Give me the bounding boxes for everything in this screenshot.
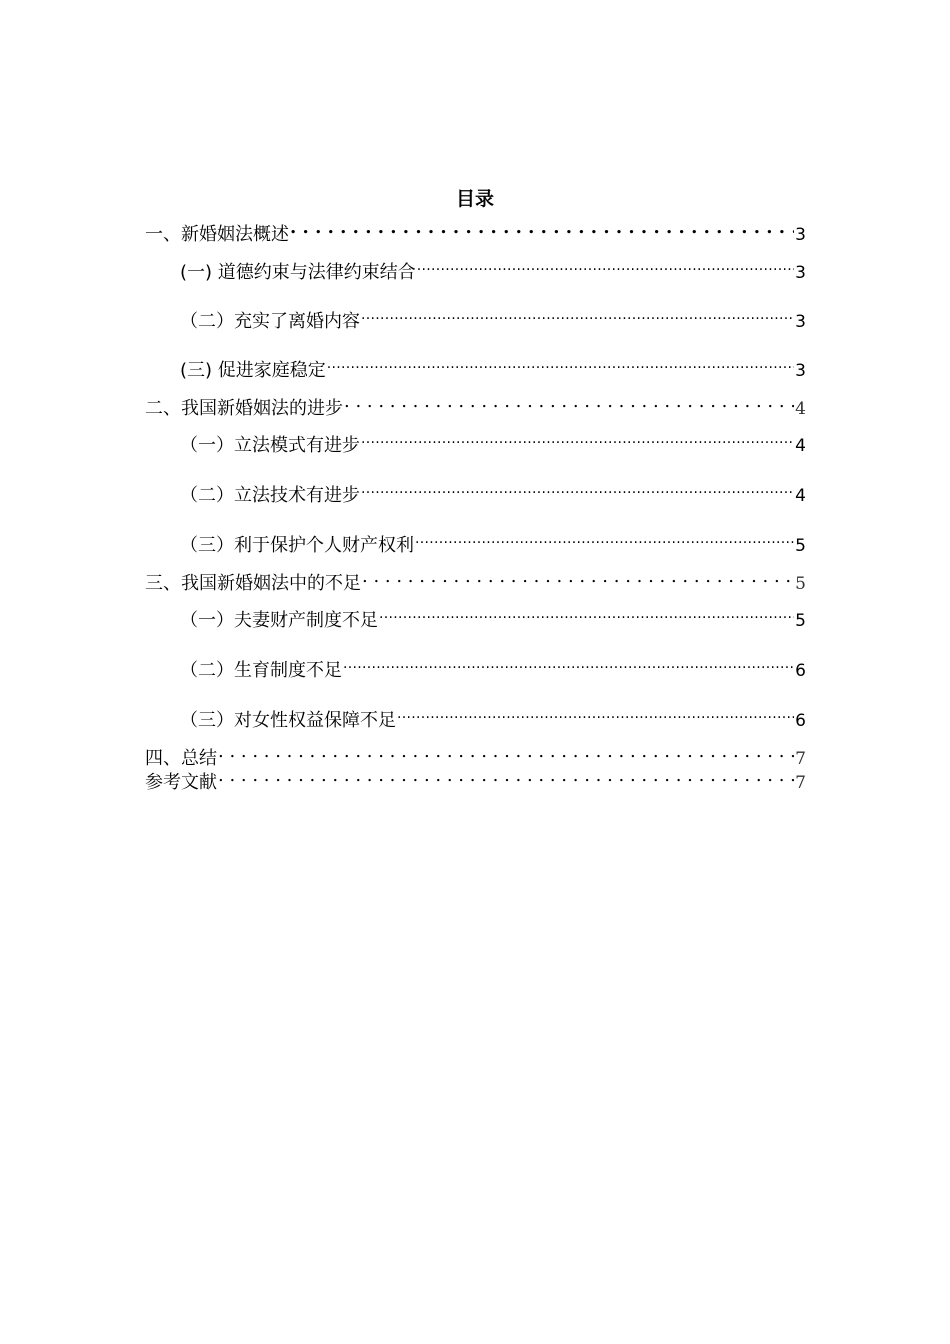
- toc-entry-page: 5: [795, 574, 806, 594]
- toc-entry-page: 3: [795, 361, 806, 381]
- toc-entry-page: 6: [795, 711, 806, 731]
- dot-leader: [361, 477, 794, 501]
- toc-entry-level1[interactable]: [145, 565, 806, 594]
- toc-entry-level2[interactable]: [180, 652, 806, 681]
- toc-entry-level2[interactable]: [180, 352, 806, 381]
- toc-entry-level2[interactable]: [180, 303, 806, 332]
- dot-leader: [361, 427, 794, 451]
- dot-leader: [344, 390, 794, 414]
- toc-entry-label: （一）夫妻财产制度不足: [180, 610, 378, 631]
- dot-leader: [362, 565, 794, 589]
- toc-entry-level2[interactable]: [180, 477, 806, 506]
- toc-entry-level1[interactable]: [145, 216, 806, 245]
- toc-entry-level2[interactable]: [180, 702, 806, 731]
- toc-entry-level1[interactable]: [145, 740, 806, 769]
- dot-leader: [290, 216, 794, 240]
- toc-entry-page: 4: [795, 399, 806, 419]
- toc-entry-label: 四、总结: [145, 748, 217, 769]
- dot-leader: [218, 764, 794, 788]
- toc-entry-label: 一、新婚姻法概述: [145, 224, 289, 245]
- toc-entry-page: 6: [795, 661, 806, 681]
- toc-entry-label: 参考文献: [145, 772, 217, 793]
- toc-entry-page: 7: [795, 773, 806, 793]
- dot-leader: [417, 254, 794, 278]
- toc-entry-label: （三）对女性权益保障不足: [180, 710, 396, 731]
- toc-title: 目录: [455, 188, 494, 210]
- dot-leader: [379, 602, 794, 626]
- toc-entry-label: （二）生育制度不足: [180, 660, 342, 681]
- dot-leader: [218, 740, 794, 764]
- toc-entry-page: 3: [795, 263, 806, 283]
- toc-entry-label: （二）立法技术有进步: [180, 485, 360, 506]
- toc-entry-label: （三）利于保护个人财产权利: [180, 535, 414, 556]
- toc-entry-label: （一）立法模式有进步: [180, 435, 360, 456]
- toc-entry-page: 3: [795, 312, 806, 332]
- toc-entry-level1[interactable]: [145, 390, 806, 419]
- toc-entry-page: 4: [795, 486, 806, 506]
- dot-leader: [361, 303, 794, 327]
- toc-entry-level1[interactable]: [145, 764, 806, 793]
- toc-entry-label: 三、我国新婚姻法中的不足: [145, 573, 361, 594]
- toc-entry-label: （二）充实了离婚内容: [180, 311, 360, 332]
- toc-entry-page: 3: [795, 225, 806, 245]
- dot-leader: [397, 702, 794, 726]
- toc-entry-label: (一) 道德约束与法律约束结合: [180, 262, 416, 283]
- dot-leader: [415, 527, 794, 551]
- toc-entry-page: 5: [795, 611, 806, 631]
- toc-entry-page: 5: [795, 536, 806, 556]
- toc-entry-level2[interactable]: [180, 527, 806, 556]
- dot-leader: [343, 652, 794, 676]
- toc-entry-page: 4: [795, 436, 806, 456]
- toc-entry-level2[interactable]: [180, 427, 806, 456]
- toc-entry-level2[interactable]: [180, 254, 806, 283]
- toc-entry-page: 7: [795, 749, 806, 769]
- toc-entry-label: (三) 促进家庭稳定: [180, 360, 326, 381]
- toc-entry-level2[interactable]: [180, 602, 806, 631]
- toc-entry-label: 二、我国新婚姻法的进步: [145, 398, 343, 419]
- dot-leader: [327, 352, 794, 376]
